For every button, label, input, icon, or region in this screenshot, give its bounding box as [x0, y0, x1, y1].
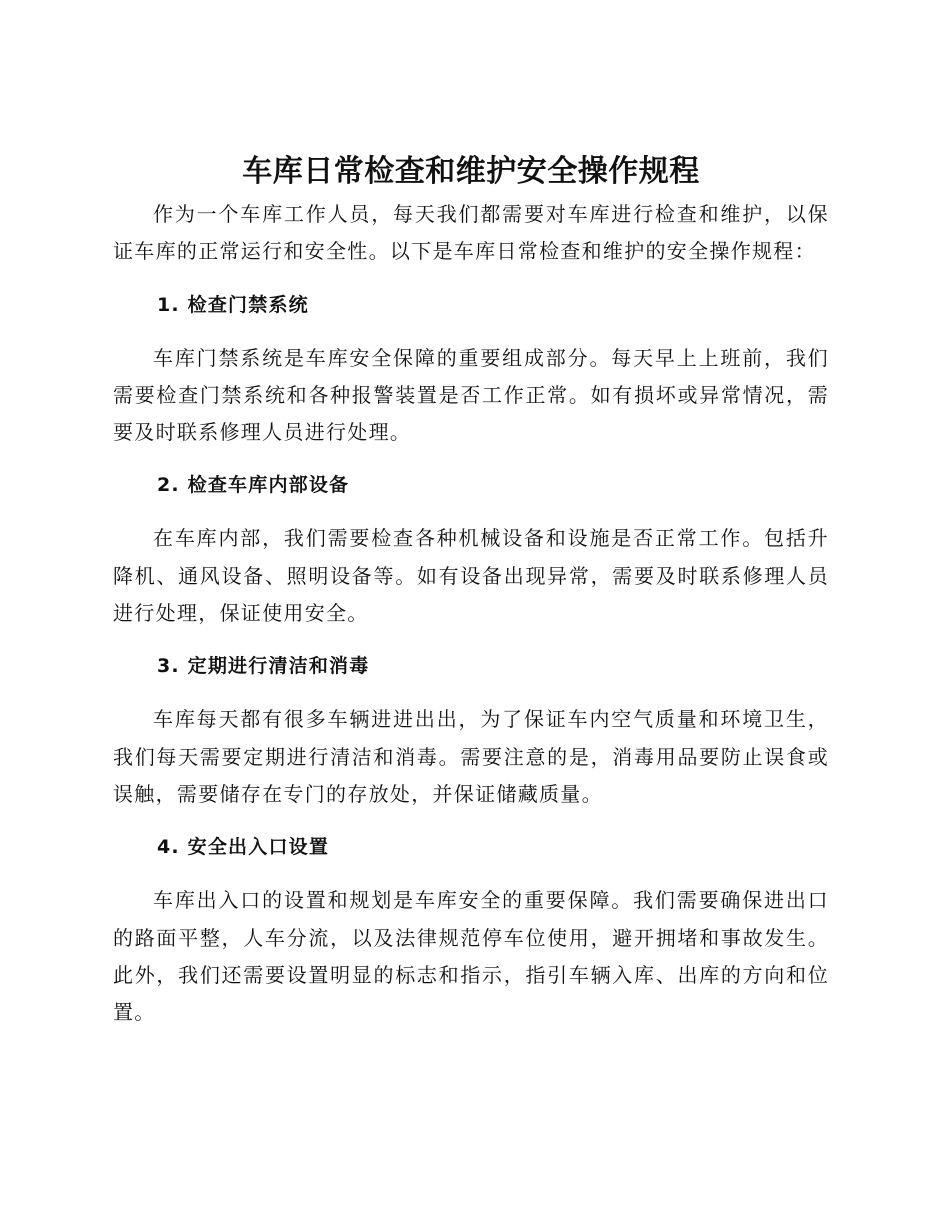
section-body-internal-equipment: 在车库内部，我们需要检查各种机械设备和设施是否正常工作。包括升降机、通风设备、照明设备等。如有设备出现异常，需要及时联系修理人员进行处理，保证使用安全。 — [113, 526, 829, 626]
section-body-door-access: 车库门禁系统是车库安全保障的重要组成部分。每天早上上班前，我们需要检查门禁系统和各种报警装置是否工作正常。如有损坏或异常情况，需要及时联系修理人员进行处理。 — [113, 345, 829, 445]
section-heading-door-access: 1. 检查门禁系统 — [157, 293, 309, 316]
document-title: 车库日常检查和维护安全操作规程 — [242, 154, 700, 189]
section-heading-internal-equipment: 2. 检查车库内部设备 — [157, 474, 350, 497]
section-heading-cleaning: 3. 定期进行清洁和消毒 — [157, 655, 370, 678]
document-body — [113, 148, 829, 1031]
section-body-cleaning: 车库每天都有很多车辆进进出出，为了保证车内空气质量和环境卫生，我们每天需要定期进行清洁和消毒。需要注意的是，消毒用品要防止误食或误触，需要储存在专门的存放处，并保证储藏质量。 — [113, 707, 829, 806]
section-heading-entrance-exit: 4. 安全出入口设置 — [157, 836, 330, 859]
section-body-entrance-exit: 车库出入口的设置和规划是车库安全的重要保障。我们需要确保进出口的路面平整，人车分流，以及法律规范停车位使用，避开拥堵和事故发生。此外，我们还需要设置明显的标志和指示，指引车辆入库、出库的方向和位置。 — [113, 888, 829, 1025]
intro-paragraph: 作为一个车库工作人员，每天我们都需要对车库进行检查和维护，以保证车库的正常运行和安全性。以下是车库日常检查和维护的安全操作规程： — [113, 202, 829, 264]
